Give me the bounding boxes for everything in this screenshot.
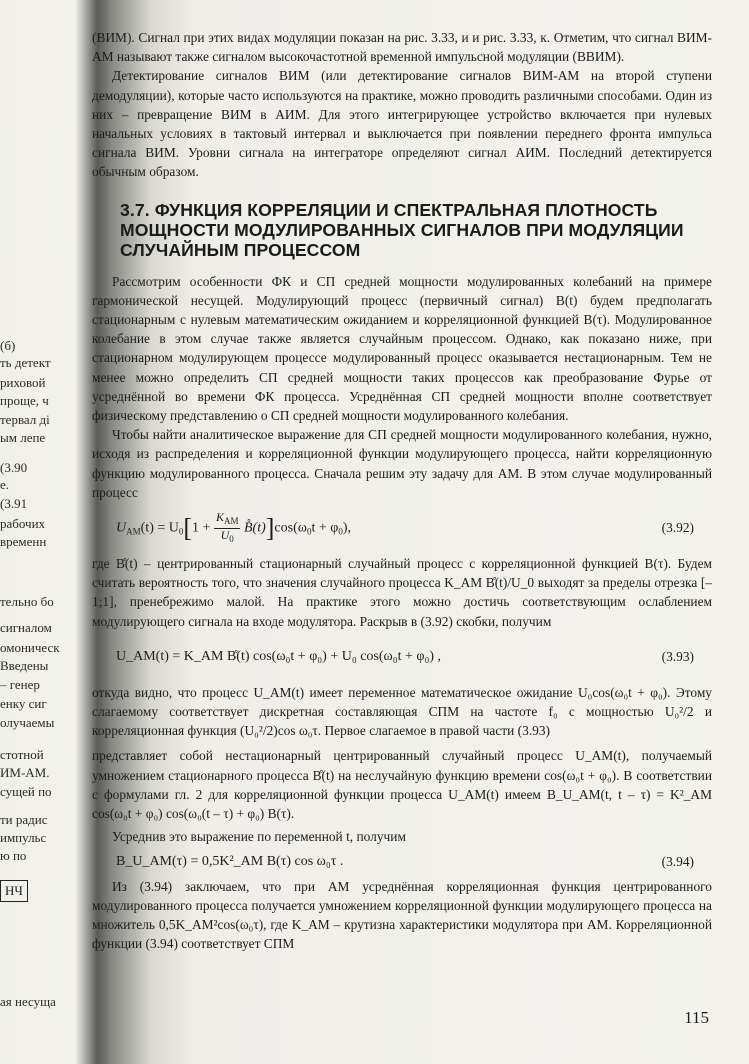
- paragraph-8: Усреднив это выражение по переменной t, получим: [112, 829, 406, 845]
- section-title: 3.7. ФУНКЦИЯ КОРРЕЛЯЦИИ И СПЕКТРАЛЬНАЯ ПЛОТНОСТЬ МОЩНОСТИ МОДУЛИРОВАННЫХ СИГНАЛОВ ПРИ МОДУЛЯЦИИ СЛУЧАЙНЫМ ПРОЦЕССОМ: [120, 199, 684, 260]
- facing-page-text-19: ИМ-АМ.: [0, 765, 50, 780]
- facing-page-bleed: [0, 0, 96, 1064]
- facing-page-box: [0, 880, 28, 902]
- facing-page-text-1: ть детект: [0, 355, 51, 370]
- paragraph-1: (ВИМ). Сигнал при этих видах модуляции показан на рис. 3.33, и и рис. 3.33, к. Отметим, что сигнал ВИМ-АМ называют также сигналом высокочастотной временной импульсной модуляции (ВВИМ).: [92, 30, 712, 65]
- facing-page-text-14: Введены: [0, 658, 49, 673]
- page-number: 115: [684, 1008, 709, 1027]
- facing-page-text-8: (3.91: [0, 496, 28, 511]
- facing-page-text-17: олучаемы: [0, 715, 55, 730]
- facing-page-text-21: ти радис: [0, 812, 48, 827]
- equation-3-93: [92, 637, 712, 677]
- facing-page-text-4: тервал ді: [0, 412, 50, 427]
- equation-3-92-body: $U_{AM}(t) = U_0[1$ + $\frac{K_{AM}}{U_0}$ $B̊(t)]\cos(\omega_0t + \varphi_0)$,: [116, 509, 352, 544]
- paragraph-7: представляет собой нестационарный центрированный случайный процесс U_AM(t), получаемый умножением стационарного процесса B̊(t) на неслучайную функцию времени cos(ω₀t + φ₀). В соответствии с формулами гл. 2 для корреляционной функции процесса U_AM(t) имеем B_U_AM(t, t – τ) = K²_AM cos(ω₀t + φ₀) cos(ω₀(t – τ) + φ₀) B(τ).: [92, 748, 712, 822]
- equation-3-93-number: (3.93): [661, 648, 694, 664]
- equation-3-94: [92, 849, 712, 875]
- facing-page-text-2: риховой: [0, 375, 46, 390]
- facing-page-text-22: импульс: [0, 830, 47, 845]
- facing-page-text-20: сущей по: [0, 784, 52, 799]
- facing-page-text-12: сигналом: [0, 620, 52, 635]
- facing-page-text-13: омоническ: [0, 640, 60, 655]
- paragraph-9: Из (3.94) заключаем, что при АМ усреднённая корреляционная функция центрированного модулированного процесса получается умножением корреляционной функции модулирующего процесса на множитель 0,5K_AM²cos(ω₀τ), где K_AM – крутизна характеристики модулятора при АМ. Корреляционной функции (3.94) соответствует СПМ: [92, 878, 712, 952]
- page-content: [92, 28, 712, 953]
- facing-page-text-0: (б): [0, 338, 16, 353]
- facing-page-text-6: (3.90: [0, 460, 28, 475]
- facing-page-text-9: рабочих: [0, 516, 46, 531]
- equation-3-94-number: (3.94): [661, 853, 694, 869]
- equation-3-94-body: B_U_AM(τ) = 0,5K²_AM B(τ) cos ω₀τ .: [116, 853, 344, 869]
- paragraph-4: Чтобы найти аналитическое выражение для СП средней мощности модулированного колебания, нужно, исходя из распределения и корреляционной функции модулирующего процесса, найти корреляционную функцию модулированного процесса. Сначала решим эту задачу для АМ. В этом случае модулированный процесс: [92, 427, 712, 500]
- equation-3-92-number: (3.92): [661, 520, 694, 536]
- paragraph-6: откуда видно, что процесс U_AM(t) имеет переменное математическое ожидание U₀cos(ω₀t + φ₀). Этому слагаемому соответствует дискретная составляющая СПМ на частоте f₀ с мощностью U₀²/2 и корреляционная функция (U₀²/2)cos ω₀τ. Первое слагаемое в правой части (3.93): [92, 684, 712, 739]
- paragraph-2: Детектирование сигналов ВИМ (или детектирование сигналов ВИМ-АМ на второй ступени демодуляции), которые часто используются на практике, можно проводить различными способами. Один из них – превращение ВИМ в АИМ. Для этого интегрирующее устройство включается при нулевых начальных условиях в тактовый интервал и выключается при появлении переднего фронта импульса сигнала ВИМ. Уровни сигнала на интеграторе определяют сигнал АИМ. Последний детектируется обычным образом.: [92, 68, 712, 180]
- paragraph-5: где B̊(t) – центрированный стационарный случайный процесс с корреляционной функцией B(τ). Будем считать вероятность того, что значения случайного процесса K_AM B̊(t)/U_0 выходят за пределы отрезка [–1;1], пренебрежимо малой. На практике этого можно достичь соответствующим ослаблением модулирующего сигнала на входе модулятора. Раскрыв в (3.92) скобки, получим: [92, 556, 712, 629]
- equation-3-93-body: U_AM(t) = K_AM B̊(t) cos(ω₀t + φ₀) + U₀ cos(ω₀t + φ₀) ,: [116, 648, 442, 664]
- facing-page-text-10: временн: [0, 534, 47, 549]
- paragraph-3: Рассмотрим особенности ФК и СП средней мощности модулированных колебаний на примере гармонической несущей. Модулирующий процесс (первичный сигнал) B(t) будем предполагать стационарным с нулевым математическим ожиданием и корреляционной функцией B(τ). Модулированное колебание в этом случае также является случайным процессом. Однако, как показано ниже, при стационарном модулирующем процессе модулированный процесс оказывается нестационарным. Тем не менее можно определить СП средней мощности таких процессов как преобразование Фурье от усреднённой во времени ФК процесса. Усреднённая СП средней мощности вполне соответствует физическому представлению о СП средней мощности модулированного колебания.: [92, 273, 712, 424]
- equation-3-92: [92, 508, 712, 548]
- facing-page-text-5: ым лепе: [0, 430, 46, 445]
- facing-page-text-23: ю по: [0, 848, 27, 863]
- facing-page-text-7: e.: [0, 477, 10, 492]
- facing-page-text-11: тельно бо: [0, 594, 54, 609]
- facing-page-text-16: енку сиг: [0, 696, 47, 711]
- facing-page-text-24: ая несуща: [0, 994, 56, 1009]
- facing-page-box-label: НЧ: [5, 883, 23, 898]
- facing-page-text-15: – генер: [0, 677, 40, 692]
- facing-page-text-3: проще, ч: [0, 393, 49, 408]
- facing-page-text-18: стотной: [0, 747, 44, 762]
